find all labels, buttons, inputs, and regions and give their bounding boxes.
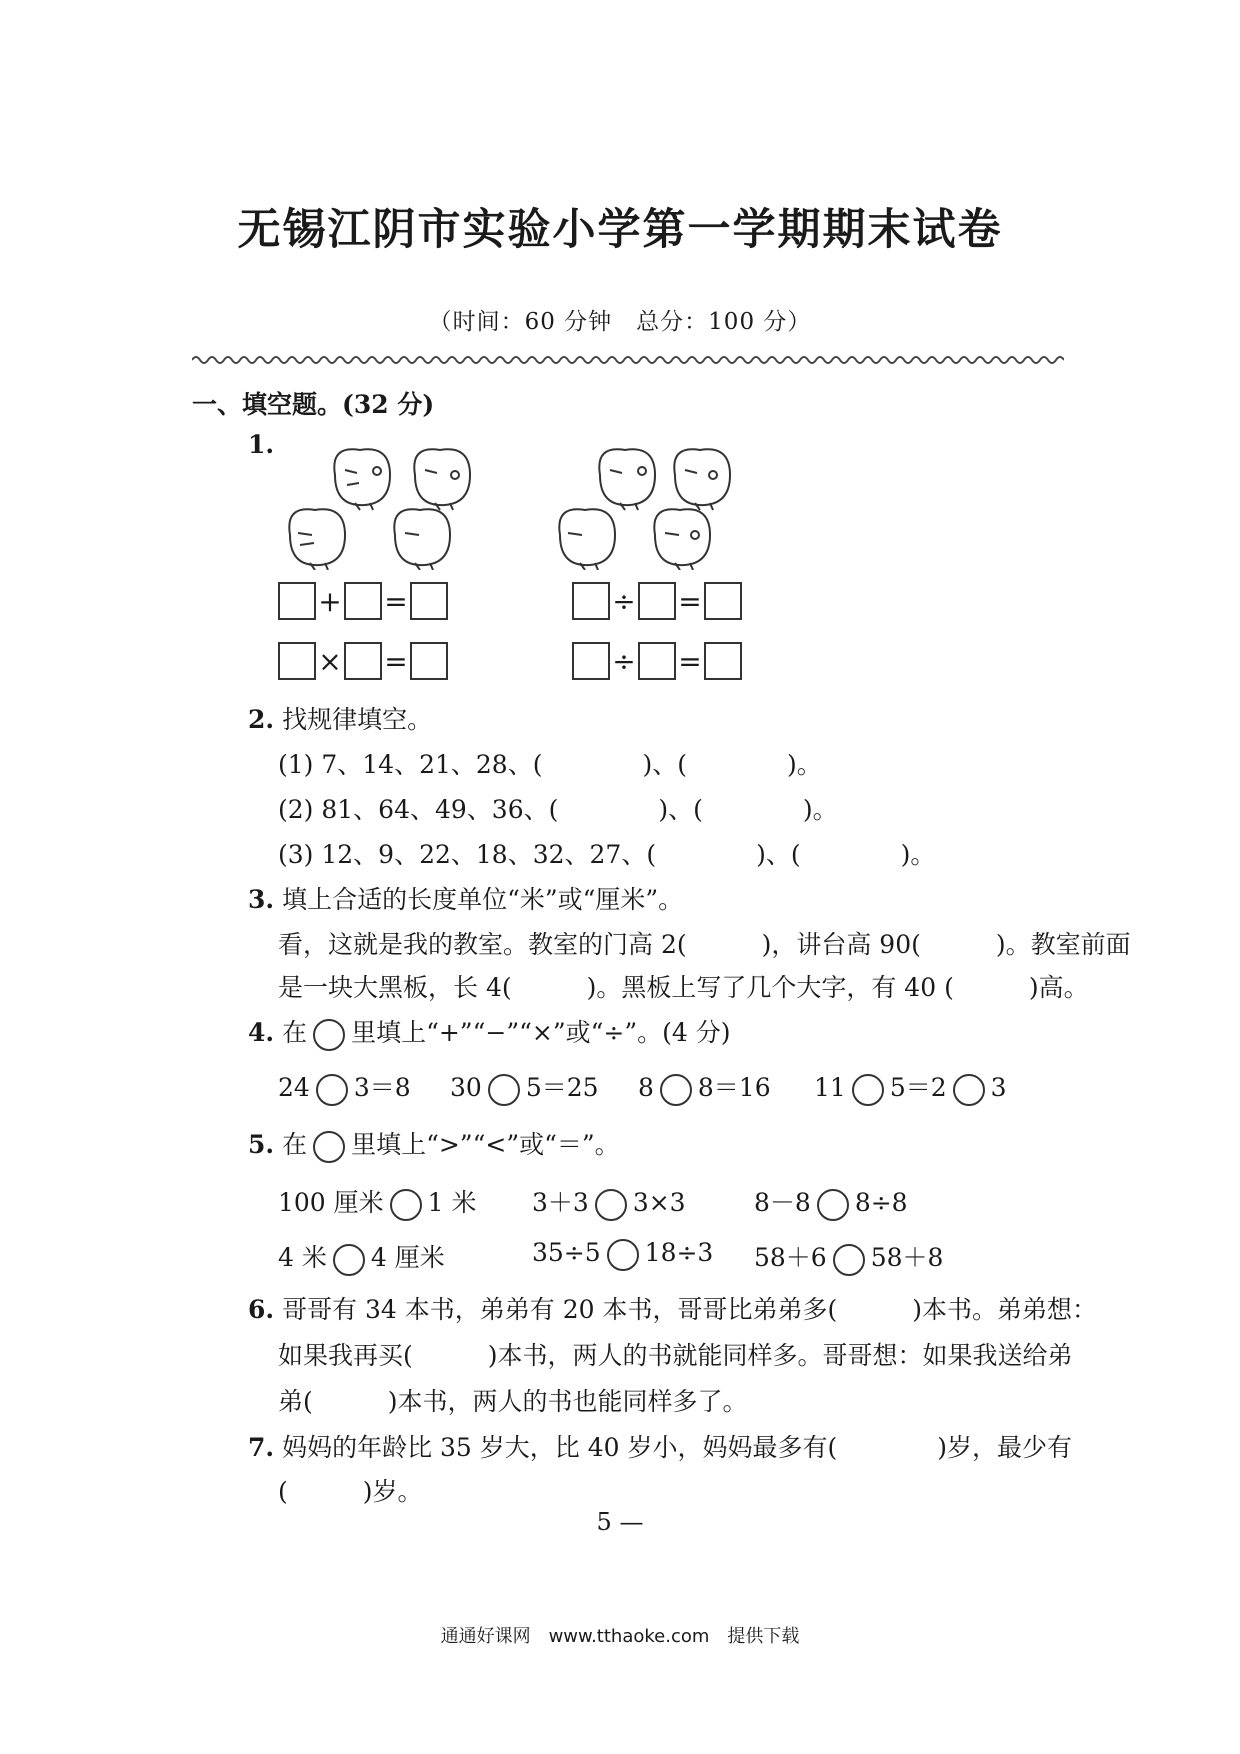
exam-subtitle: （时间：60 分钟 总分：100 分） <box>428 309 812 335</box>
question-text: 哥哥有 34 本书，弟弟有 20 本书，哥哥比弟弟多( )本书。弟弟想： <box>282 1295 1097 1324</box>
question-text: 里填上“+”“−”“×”或“÷”。(4 分) <box>351 1018 731 1047</box>
answer-box[interactable] <box>572 642 610 680</box>
expr-right: 3＝8 <box>353 1073 411 1102</box>
q5-item <box>278 1183 477 1221</box>
q5-item <box>532 1183 686 1221</box>
circle-icon <box>313 1131 345 1163</box>
answer-circle[interactable] <box>852 1074 884 1106</box>
answer-box[interactable] <box>704 642 742 680</box>
expr-right: 18÷3 <box>644 1238 714 1267</box>
question-text: 在 <box>282 1018 308 1047</box>
expr-middle: 5＝2 <box>889 1073 947 1102</box>
question-line: (2) 81、64、49、36、( )、( )。 <box>278 795 838 824</box>
answer-box[interactable] <box>410 642 448 680</box>
equation-row <box>572 582 742 620</box>
answer-circle[interactable] <box>833 1244 865 1276</box>
question-text: 里填上“>”“<”或“＝”。 <box>351 1130 620 1159</box>
answer-circle[interactable] <box>953 1074 985 1106</box>
expr-right: 8＝16 <box>697 1073 771 1102</box>
answer-circle[interactable] <box>390 1189 422 1221</box>
expr-right: 8÷8 <box>854 1188 908 1217</box>
equation-row <box>278 642 448 680</box>
expr-right: 3 <box>990 1073 1007 1102</box>
q4-item <box>814 1068 1007 1106</box>
answer-box[interactable] <box>638 642 676 680</box>
answer-circle[interactable] <box>817 1189 849 1221</box>
q5-item <box>532 1238 713 1271</box>
expr-right: 3×3 <box>632 1188 686 1217</box>
question-2 <box>248 700 432 736</box>
operator: = <box>678 644 702 678</box>
question-text: 找规律填空。 <box>282 705 433 734</box>
question-line: 如果我再买( )本书，两人的书就能同样多。哥哥想：如果我送给弟 <box>278 1341 1073 1370</box>
question-number: 6. <box>248 1295 275 1324</box>
operator: = <box>384 584 408 618</box>
expr-left: 8－8 <box>754 1188 811 1217</box>
expr-right: 58＋8 <box>870 1243 944 1272</box>
operator: ÷ <box>612 644 636 678</box>
answer-circle[interactable] <box>316 1074 348 1106</box>
question-line: 看，这就是我的教室。教室的门高 2( )，讲台高 90( )。教室前面 <box>278 930 1131 959</box>
question-6 <box>248 1290 1097 1326</box>
operator: ÷ <box>612 584 636 618</box>
q4-item <box>450 1068 599 1106</box>
expr-left: 4 米 <box>278 1243 327 1272</box>
page-number: 5 — <box>596 1508 644 1536</box>
question-number: 4. <box>248 1018 275 1047</box>
answer-box[interactable] <box>278 582 316 620</box>
decorative-wavy-divider <box>192 352 1064 368</box>
question-number: 1. <box>248 430 275 459</box>
question-number: 2. <box>248 705 275 734</box>
exam-title: 无锡江阴市实验小学第一学期期末试卷 <box>237 205 1003 255</box>
operator: × <box>318 644 342 678</box>
answer-circle[interactable] <box>595 1189 627 1221</box>
question-text: 在 <box>282 1130 308 1159</box>
chick-illustration-right <box>550 420 850 570</box>
answer-box[interactable] <box>410 582 448 620</box>
answer-circle[interactable] <box>488 1074 520 1106</box>
q4-item <box>638 1068 771 1106</box>
operator: = <box>678 584 702 618</box>
expr-right: 5＝25 <box>525 1073 599 1102</box>
operator: + <box>318 584 342 618</box>
q5-item <box>754 1238 943 1276</box>
answer-box[interactable] <box>344 582 382 620</box>
answer-circle[interactable] <box>660 1074 692 1106</box>
question-4 <box>248 1013 730 1051</box>
expr-left: 58＋6 <box>754 1243 827 1272</box>
question-line: 是一块大黑板，长 4( )。黑板上写了几个大字，有 40 ( )高。 <box>278 973 1089 1002</box>
answer-box[interactable] <box>278 642 316 680</box>
expr-left: 3＋3 <box>532 1188 589 1217</box>
expr-left: 24 <box>278 1073 310 1102</box>
expr-right: 4 厘米 <box>370 1243 445 1272</box>
answer-box[interactable] <box>638 582 676 620</box>
question-5 <box>248 1125 620 1163</box>
answer-circle[interactable] <box>607 1239 639 1271</box>
section-title: 一、填空题。(32 分) <box>192 390 435 419</box>
question-number: 5. <box>248 1130 275 1159</box>
answer-box[interactable] <box>344 642 382 680</box>
expr-left: 11 <box>814 1073 846 1102</box>
question-text: 填上合适的长度单位“米”或“厘米”。 <box>282 885 684 914</box>
question-number: 3. <box>248 885 275 914</box>
question-text: 妈妈的年龄比 35 岁大，比 40 岁小，妈妈最多有( )岁，最少有 <box>282 1433 1072 1462</box>
question-number: 7. <box>248 1433 275 1462</box>
question-line: 弟( )本书，两人的书也能同样多了。 <box>278 1387 748 1416</box>
answer-box[interactable] <box>704 582 742 620</box>
answer-circle[interactable] <box>333 1244 365 1276</box>
footer-credit: 通通好课网 www.tthaoke.com 提供下载 <box>440 1626 800 1647</box>
expr-left: 8 <box>638 1073 654 1102</box>
expr-left: 30 <box>450 1073 482 1102</box>
expr-left: 35÷5 <box>532 1238 601 1267</box>
expr-right: 1 米 <box>427 1188 477 1217</box>
answer-box[interactable] <box>572 582 610 620</box>
expr-left: 100 厘米 <box>278 1188 384 1217</box>
q5-item <box>754 1183 908 1221</box>
question-line: (3) 12、9、22、18、32、27、( )、( )。 <box>278 840 936 869</box>
q4-item <box>278 1068 411 1106</box>
q5-item <box>278 1238 445 1276</box>
equation-row <box>572 642 742 680</box>
circle-icon <box>313 1019 345 1051</box>
equation-row <box>278 582 448 620</box>
question-line: ( )岁。 <box>278 1477 423 1506</box>
question-line: (1) 7、14、21、28、( )、( )。 <box>278 750 822 779</box>
question-7 <box>248 1428 1072 1464</box>
operator: = <box>384 644 408 678</box>
question-3 <box>248 880 683 916</box>
